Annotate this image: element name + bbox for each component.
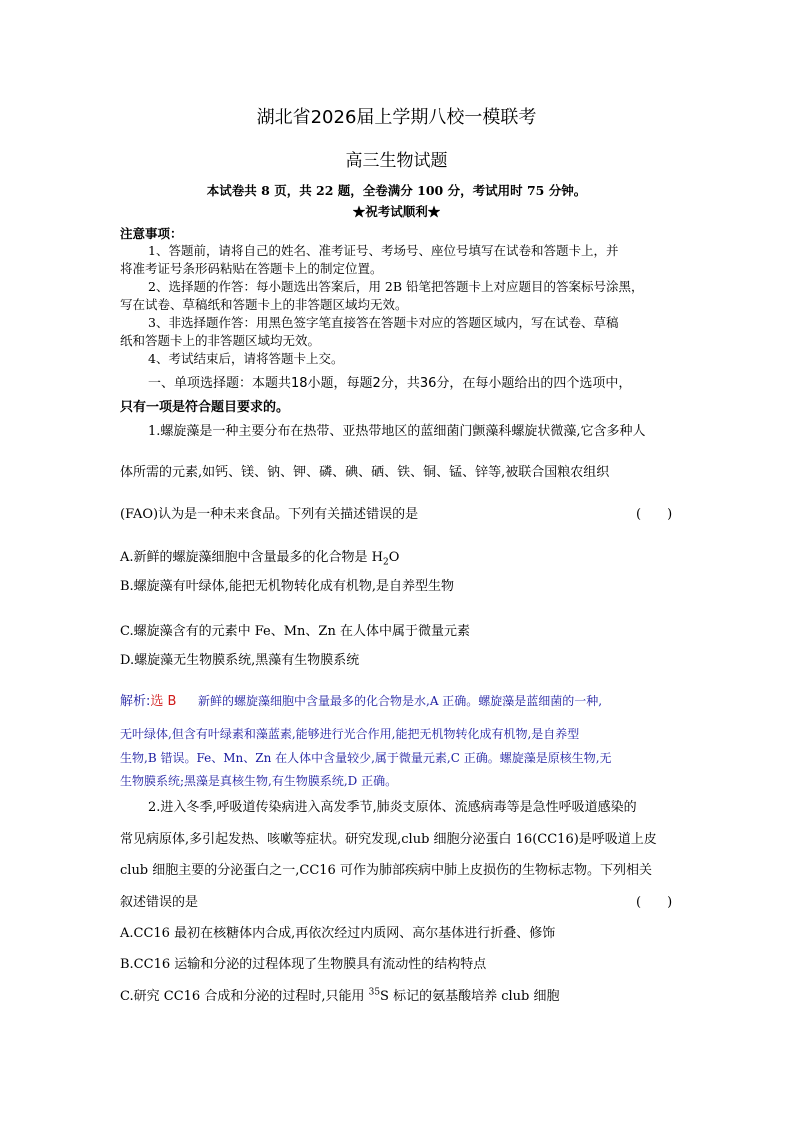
exam-wish: ★祝考试顺利★ <box>352 204 441 219</box>
q2-answer-paren: ( ) <box>636 895 673 910</box>
q2-option-b: B.CC16 运输和分泌的过程体现了生物膜具有流动性的结构特点 <box>120 957 487 972</box>
q1-analysis-line-2: 无叶绿体,但含有叶绿素和藻蓝素,能够进行光合作用,能把无机物转化成有机物,是自养型 <box>120 727 580 741</box>
q1-option-a-text: A.新鲜的螺旋藻细胞中含量最多的化合物是 H <box>120 550 383 565</box>
q1-answer-paren: ( ) <box>636 507 673 522</box>
q1-analysis-line-3: 生物,B 错误。Fe、Mn、Zn 在人体中含量较少,属于微量元素,C 正确。螺旋藻是原核生物,无 <box>120 751 612 765</box>
q1-option-a <box>120 546 399 568</box>
note-2-line-2: 写在试卷、草稿纸和答题卡上的非答题区域均无效。 <box>120 297 408 312</box>
notes-heading: 注意事项： <box>120 226 183 241</box>
note-1-line-1: 1、答题前，请将自己的姓名、准考证号、考场号、座位号填写在试卷和答题卡上，并 <box>148 243 619 258</box>
section-1-line-2: 只有一项是符合题目要求的。 <box>120 400 290 415</box>
section-1-line-1: 一、单项选择题：本题共18小题，每题2分，共36分，在每小题给出的四个选项中， <box>148 376 632 391</box>
q1-option-d: D.螺旋藻无生物膜系统,黑藻有生物膜系统 <box>120 653 360 668</box>
analysis-choice: 选 B <box>150 694 177 709</box>
q2-stem-line-4: 叙述错误的是 <box>120 895 199 910</box>
q1-analysis-line-4: 生物膜系统;黑藻是真核生物,有生物膜系统,D 正确。 <box>120 774 398 788</box>
q1-option-b: B.螺旋藻有叶绿体,能把无机物转化成有机物,是自养型生物 <box>120 579 454 594</box>
exam-subtitle: 高三生物试题 <box>345 151 448 171</box>
q2-stem-line-2: 常见病原体,多引起发热、咳嗽等症状。研究发现,club 细胞分泌蛋白 16(CC16)是呼吸道上皮 <box>120 832 657 847</box>
note-2-line-1: 2、选择题的作答：每小题选出答案后，用 2B 铅笔把答题卡上对应题目的答案标号涂黑， <box>148 279 644 294</box>
q1-option-a-suffix: O <box>388 550 400 565</box>
q2-option-c-suffix: S 标记的氨基酸培养 club 细胞 <box>380 989 560 1004</box>
q2-option-c <box>120 985 559 1004</box>
q1-option-c: C.螺旋藻含有的元素中 Fe、Mn、Zn 在人体中属于微量元素 <box>120 624 470 639</box>
q1-option-a-subscript: 2 <box>383 557 389 568</box>
q1-stem-line-1: 1.螺旋藻是一种主要分布在热带、亚热带地区的蓝细菌门颤藻科螺旋状微藻,它含多种人 <box>148 424 646 439</box>
exam-title: 湖北省2026届上学期八校一模联考 <box>256 107 537 128</box>
note-1-line-2: 将准考证号条形码粘贴在答题卡上的制定位置。 <box>120 261 383 276</box>
q1-analysis-line-1: 新鲜的螺旋藻细胞中含量最多的化合物是水,A 正确。螺旋藻是蓝细菌的一种, <box>198 694 603 708</box>
exam-info: 本试卷共 8 页，共 22 题，全卷满分 100 分，考试用时 75 分钟。 <box>206 183 587 198</box>
q2-option-c-text: C.研究 CC16 合成和分泌的过程时,只能用 <box>120 989 369 1004</box>
note-3-line-2: 纸和答题卡上的非答题区域均无效。 <box>120 333 321 348</box>
q2-stem-line-3: club 细胞主要的分泌蛋白之一,CC16 可作为肺部疾病中肺上皮损伤的生物标志物。下列相关 <box>120 863 652 878</box>
q2-stem-line-1: 2.进入冬季,呼吸道传染病进入高发季节,肺炎支原体、流感病毒等是急性呼吸道感染的 <box>148 800 637 815</box>
q1-stem-line-2: 体所需的元素,如钙、镁、钠、钾、磷、碘、硒、铁、铜、锰、锌等,被联合国粮农组织 <box>120 465 610 480</box>
analysis-label-text: 解析: <box>120 694 151 709</box>
q2-option-a: A.CC16 最初在核糖体内合成,再依次经过内质网、高尔基体进行折叠、修饰 <box>120 926 556 941</box>
note-4: 4、考试结束后，请将答题卡上交。 <box>148 351 344 366</box>
q2-option-c-superscript: 35 <box>368 987 381 998</box>
note-3-line-1: 3、非选择题作答：用黑色签字笔直接答在答题卡对应的答题区域内，写在试卷、草稿 <box>148 315 619 330</box>
q1-stem-line-3: (FAO)认为是一种未来食品。下列有关描述错误的是 <box>120 507 419 522</box>
q1-analysis-label <box>120 690 176 709</box>
